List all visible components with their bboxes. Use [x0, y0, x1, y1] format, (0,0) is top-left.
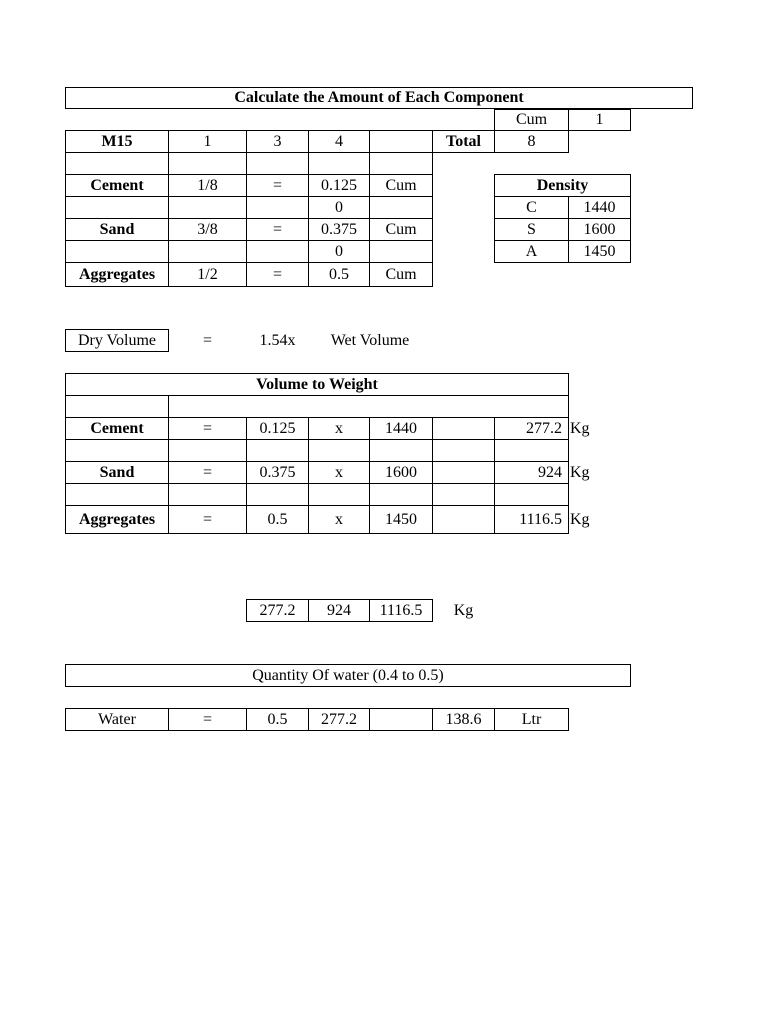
aggregates-volume: 0.5	[308, 262, 370, 287]
empty-cell	[65, 395, 169, 418]
empty-cell	[246, 439, 309, 462]
water-cement-ratio[interactable]: 0.5	[246, 708, 309, 731]
empty-cell	[168, 240, 247, 263]
multiply-sign: x	[308, 461, 370, 484]
dry-volume-factor: 1.54x	[259, 331, 296, 349]
empty-cell	[432, 483, 495, 506]
empty-cell	[168, 152, 247, 175]
cement-label: Cement	[65, 174, 169, 197]
density-key-cement: C	[494, 196, 569, 219]
equals-sign: =	[168, 505, 247, 534]
cement-unit: Cum	[369, 174, 433, 197]
sand-label: Sand	[65, 218, 169, 241]
empty-cell	[65, 483, 169, 506]
multiply-sign: x	[308, 505, 370, 534]
empty-cell	[369, 240, 433, 263]
water-label: Water	[65, 708, 169, 731]
empty-cell	[494, 483, 569, 506]
vw-aggregates-label: Aggregates	[65, 505, 169, 534]
empty-cell	[65, 439, 169, 462]
empty-cell	[432, 461, 495, 484]
empty-cell	[369, 152, 433, 175]
equals-sign: =	[246, 218, 309, 241]
vw-cement-unit: Kg	[570, 419, 590, 437]
water-cement-weight: 277.2	[308, 708, 370, 731]
empty-cell	[168, 483, 247, 506]
equals-sign: =	[168, 461, 247, 484]
empty-cell	[246, 240, 309, 263]
vw-sand-density: 1600	[369, 461, 433, 484]
vw-aggregates-weight: 1116.5	[494, 505, 569, 534]
sand-volume: 0.375	[308, 218, 370, 241]
zero-value: 0	[308, 196, 370, 219]
empty-cell	[65, 196, 169, 219]
aggregates-label: Aggregates	[65, 262, 169, 287]
vw-aggregates-volume: 0.5	[246, 505, 309, 534]
cum-label: Cum	[494, 109, 569, 131]
equals-sign: =	[168, 417, 247, 440]
equals-sign: =	[168, 708, 247, 731]
empty-cell	[246, 196, 309, 219]
empty-cell	[308, 483, 370, 506]
aggregates-fraction: 1/2	[168, 262, 247, 287]
empty-cell	[369, 130, 433, 153]
density-key-aggregate: A	[494, 240, 569, 263]
vw-sand-weight: 924	[494, 461, 569, 484]
vw-cement-density: 1440	[369, 417, 433, 440]
vw-cement-weight: 277.2	[494, 417, 569, 440]
sand-fraction: 3/8	[168, 218, 247, 241]
empty-cell	[168, 439, 247, 462]
summary-aggregates-weight: 1116.5	[369, 599, 433, 622]
total-label: Total	[432, 130, 495, 153]
empty-cell	[168, 395, 569, 418]
empty-cell	[432, 417, 495, 440]
empty-cell	[369, 483, 433, 506]
total-value: 8	[494, 130, 569, 153]
vw-cement-label: Cement	[65, 417, 169, 440]
vw-aggregates-unit: Kg	[570, 510, 590, 528]
density-title: Density	[494, 174, 631, 197]
empty-cell	[65, 152, 169, 175]
dry-volume-equals: =	[202, 331, 213, 349]
zero-value: 0	[308, 240, 370, 263]
dry-volume-label: Dry Volume	[65, 329, 169, 352]
cement-fraction: 1/8	[168, 174, 247, 197]
vw-sand-label: Sand	[65, 461, 169, 484]
summary-sand-weight: 924	[308, 599, 370, 622]
ratio-sand-cell[interactable]: 3	[246, 130, 309, 153]
density-value-aggregate[interactable]: 1450	[568, 240, 631, 263]
cement-volume: 0.125	[308, 174, 370, 197]
cum-value[interactable]: 1	[568, 109, 631, 131]
grade-cell: M15	[65, 130, 169, 153]
empty-cell	[432, 439, 495, 462]
empty-cell	[168, 196, 247, 219]
empty-cell	[432, 505, 495, 534]
ratio-cement-cell[interactable]: 1	[168, 130, 247, 153]
empty-cell	[494, 439, 569, 462]
density-value-sand[interactable]: 1600	[568, 218, 631, 241]
aggregates-unit: Cum	[369, 262, 433, 287]
water-quantity-title: Quantity Of water (0.4 to 0.5)	[65, 664, 631, 687]
vw-sand-volume: 0.375	[246, 461, 309, 484]
vw-sand-unit: Kg	[570, 463, 590, 481]
empty-cell	[246, 483, 309, 506]
water-result: 138.6	[432, 708, 495, 731]
summary-cement-weight: 277.2	[246, 599, 309, 622]
density-value-cement[interactable]: 1440	[568, 196, 631, 219]
multiply-sign: x	[308, 417, 370, 440]
empty-cell	[369, 439, 433, 462]
empty-cell	[65, 240, 169, 263]
water-unit: Ltr	[494, 708, 569, 731]
volume-to-weight-title: Volume to Weight	[65, 373, 569, 396]
calc-title: Calculate the Amount of Each Component	[65, 87, 693, 109]
density-key-sand: S	[494, 218, 569, 241]
vw-cement-volume: 0.125	[246, 417, 309, 440]
wet-volume-label: Wet Volume	[330, 331, 410, 349]
empty-cell	[369, 196, 433, 219]
equals-sign: =	[246, 262, 309, 287]
empty-cell	[246, 152, 309, 175]
empty-cell	[308, 152, 370, 175]
empty-cell	[308, 439, 370, 462]
summary-unit: Kg	[453, 601, 474, 619]
vw-aggregates-density: 1450	[369, 505, 433, 534]
sand-unit: Cum	[369, 218, 433, 241]
empty-cell	[369, 708, 433, 731]
equals-sign: =	[246, 174, 309, 197]
ratio-aggregate-cell[interactable]: 4	[308, 130, 370, 153]
